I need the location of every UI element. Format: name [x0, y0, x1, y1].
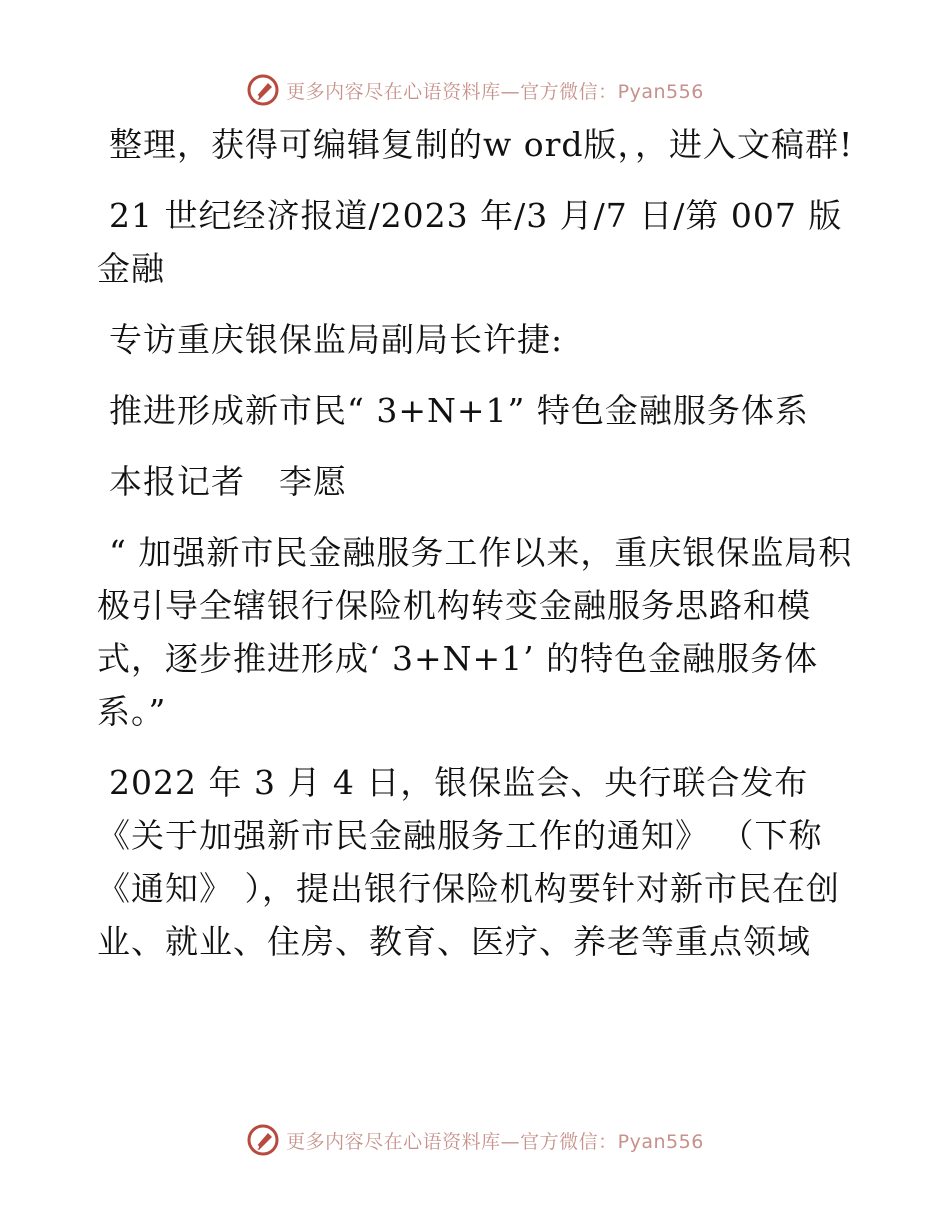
paragraph-body: 2022 年 3 月 4 日，银保监会、央行联合发布《关于加强新市民金融服务工作的通知》 （下称《通知》 ），提出银行保险机构要针对新市民在创业、就业、住房、教育、医疗、养老等重点领域 [97, 763, 840, 961]
header-watermark [0, 70, 950, 110]
paragraph-quote: “ 加强新市民金融服务工作以来，重庆银保监局积极引导全辖银行保险机构转变金融服务思路和模式，逐步推进形成‘ 3+N+1’ 的特色金融服务体系。” [97, 533, 853, 731]
footer-watermark [0, 1120, 950, 1160]
pen-logo-icon [246, 73, 280, 107]
watermark-text: 更多内容尽在心语资料库—官方微信：Pyan556 [286, 1130, 704, 1153]
document-body [97, 118, 857, 986]
paragraph-source: 21 世纪经济报道/2023 年/3 月/7 日/第 007 版金融 [97, 196, 843, 288]
pen-logo-icon [246, 1123, 280, 1157]
paragraph-byline: 本报记者 李愿 [109, 462, 347, 501]
watermark-text: 更多内容尽在心语资料库—官方微信：Pyan556 [286, 80, 704, 103]
paragraph-headline: 推进形成新市民“ 3+N+1” 特色金融服务体系 [109, 391, 809, 430]
paragraph-intro: 整理，获得可编辑复制的w ord版，，进入文稿群! [109, 125, 854, 164]
paragraph-headline-kicker: 专访重庆银保监局副局长许捷: [109, 320, 564, 359]
